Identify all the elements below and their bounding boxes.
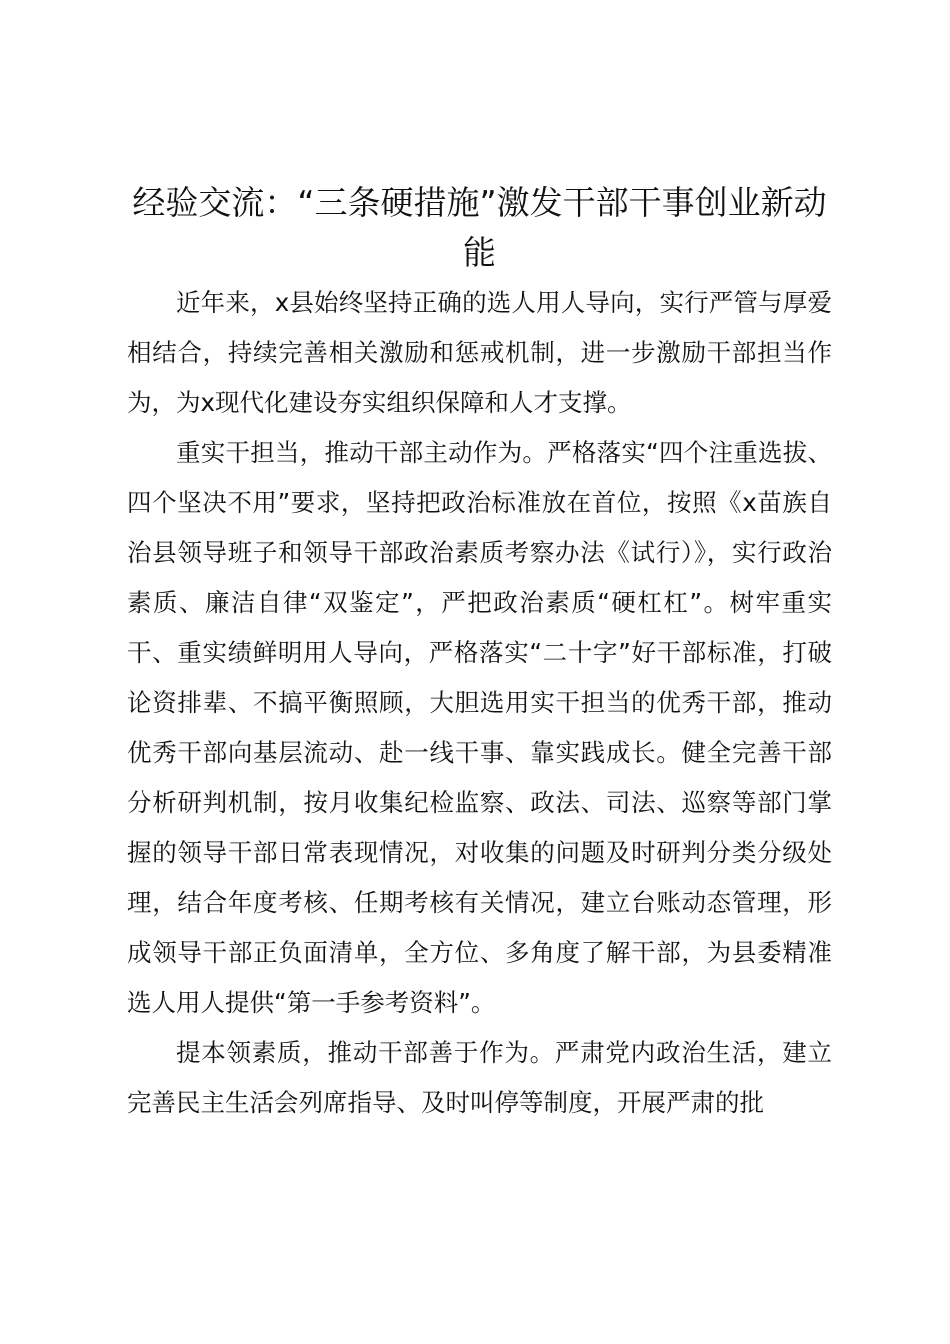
document-title: 经验交流：“三条硬措施”激发干部干事创业新动能	[132, 183, 827, 272]
document-body	[127, 178, 832, 1128]
paragraph-section-2: 提本领素质，推动干部善于作为。严肃党内政治生活，建立完善民主生活会列席指导、及时叫停等制度，开展严肃的批	[127, 1038, 832, 1117]
paragraph-section-1: 重实干担当，推动干部主动作为。严格落实“四个注重选拔、四个坚决不用”要求，坚持把政治标准放在首位，按照《x苗族自治县领导班子和领导干部政治素质考察办法《试行）》，实行政治素质、廉洁自律“双鉴定”，严把政治素质“硬杠杠”。树牢重实干、重实绩鲜明用人导向，严格落实“二十字”好干部标准，打破论资排辈、不搞平衡照顾，大胆选用实干担当的优秀干部，推动优秀干部向基层流动、赴一线干事、靠实践成长。健全完善干部分析研判机制，按月收集纪检监察、政法、司法、巡察等部门掌握的领导干部日常表现情况，对收集的问题及时研判分类分级处理，结合年度考核、任期考核有关情况，建立台账动态管理，形成领导干部正负面清单，全方位、多角度了解干部，为县委精准选人用人提供“第一手参考资料”。	[127, 438, 832, 1017]
paragraph-intro: 近年来，x县始终坚持正确的选人用人导向，实行严管与厚爱相结合，持续完善相关激励和惩戒机制，进一步激励干部担当作为，为x现代化建设夯实组织保障和人才支撑。	[127, 288, 832, 417]
